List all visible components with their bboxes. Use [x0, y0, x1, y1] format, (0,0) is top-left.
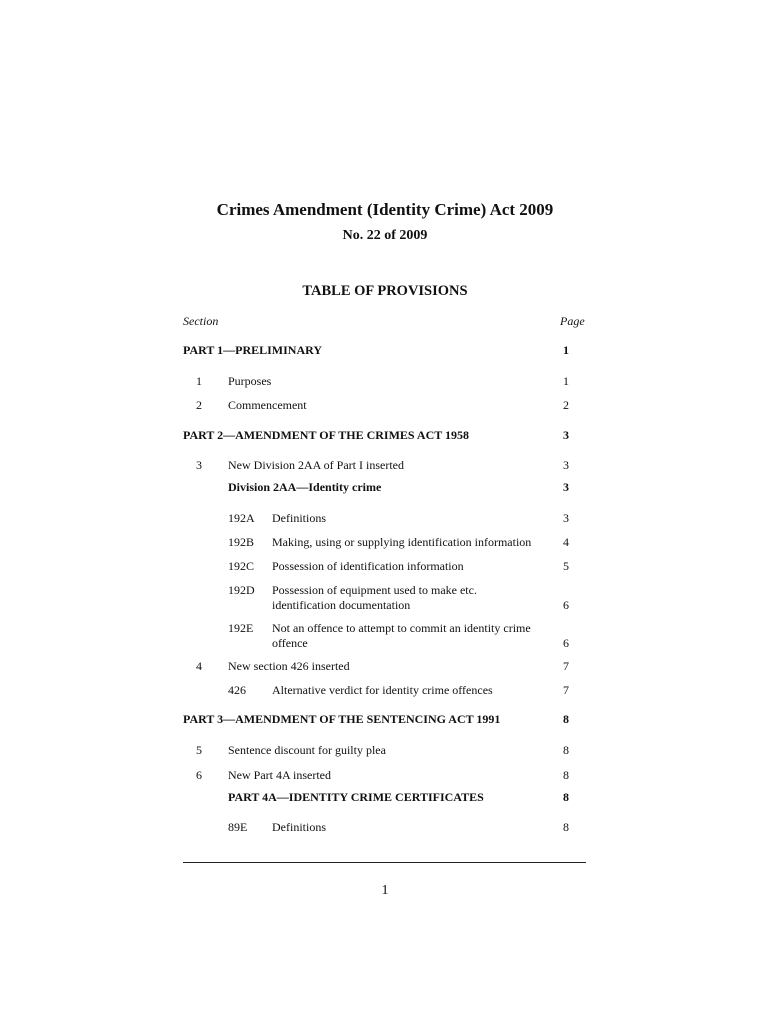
page-ref: 5 [563, 559, 569, 573]
part-title: PART 2—AMENDMENT OF THE CRIMES ACT 1958 [183, 428, 470, 442]
subsection-number: 192B [228, 535, 255, 549]
subsection-number: 192D [228, 583, 255, 597]
subsection-number: 192A [228, 511, 255, 525]
page-ref: 7 [563, 683, 569, 697]
section-title: New Division 2AA of Part I inserted [228, 458, 404, 472]
page-ref: 6 [563, 598, 569, 612]
footer-rule [183, 862, 586, 863]
division-title: PART 4A—IDENTITY CRIME CERTIFICATES [228, 790, 484, 804]
page-ref: 8 [563, 712, 569, 726]
page-ref: 2 [563, 398, 569, 412]
page-ref: 3 [563, 458, 569, 472]
page-ref: 3 [563, 480, 569, 494]
toc-heading: TABLE OF PROVISIONS [302, 283, 468, 299]
subsection-title: Definitions [272, 511, 326, 525]
subsection-title: Making, using or supplying identification information [272, 535, 532, 549]
subsection-title: Alternative verdict for identity crime offences [272, 683, 493, 697]
page-ref: 3 [563, 511, 569, 525]
subsection-number: 192E [228, 621, 254, 635]
page-ref: 6 [563, 636, 569, 650]
section-number: 3 [196, 458, 202, 472]
page-number: 1 [381, 883, 389, 898]
section-number: 5 [196, 743, 202, 757]
page-ref: 1 [563, 374, 569, 388]
subsection-title: Not an offence to attempt to commit an identity crime offence [272, 621, 531, 650]
section-title: Sentence discount for guilty plea [228, 743, 386, 757]
section-number: 4 [196, 659, 202, 673]
act-number: No. 22 of 2009 [342, 228, 428, 243]
subsection-number: 426 [228, 683, 246, 697]
section-title: Commencement [228, 398, 307, 412]
document-title: Crimes Amendment (Identity Crime) Act 2009 [216, 200, 554, 219]
division-title: Division 2AA—Identity crime [228, 480, 382, 494]
section-column-header: Section [183, 314, 219, 328]
page-ref: 8 [563, 743, 569, 757]
subsection-title: Possession of equipment used to make etc. identification documentation [272, 583, 477, 612]
subsection-number: 192C [228, 559, 255, 573]
section-title: New Part 4A inserted [228, 768, 331, 782]
page-ref: 8 [563, 790, 569, 804]
page-column-header: Page [560, 314, 585, 328]
page-ref: 7 [563, 659, 569, 673]
page-ref: 1 [563, 343, 569, 357]
section-number: 1 [196, 374, 202, 388]
page-ref: 3 [563, 428, 569, 442]
part-title: PART 1—PRELIMINARY [183, 343, 323, 357]
subsection-number: 89E [228, 820, 248, 834]
section-number: 6 [196, 768, 202, 782]
subsection-title: Definitions [272, 820, 326, 834]
section-title: New section 426 inserted [228, 659, 350, 673]
page-ref: 8 [563, 768, 569, 782]
part-title: PART 3—AMENDMENT OF THE SENTENCING ACT 1991 [183, 712, 501, 726]
section-title: Purposes [228, 374, 272, 388]
section-number: 2 [196, 398, 202, 412]
subsection-title: Possession of identification information [272, 559, 464, 573]
page-ref: 8 [563, 820, 569, 834]
page-ref: 4 [563, 535, 569, 549]
